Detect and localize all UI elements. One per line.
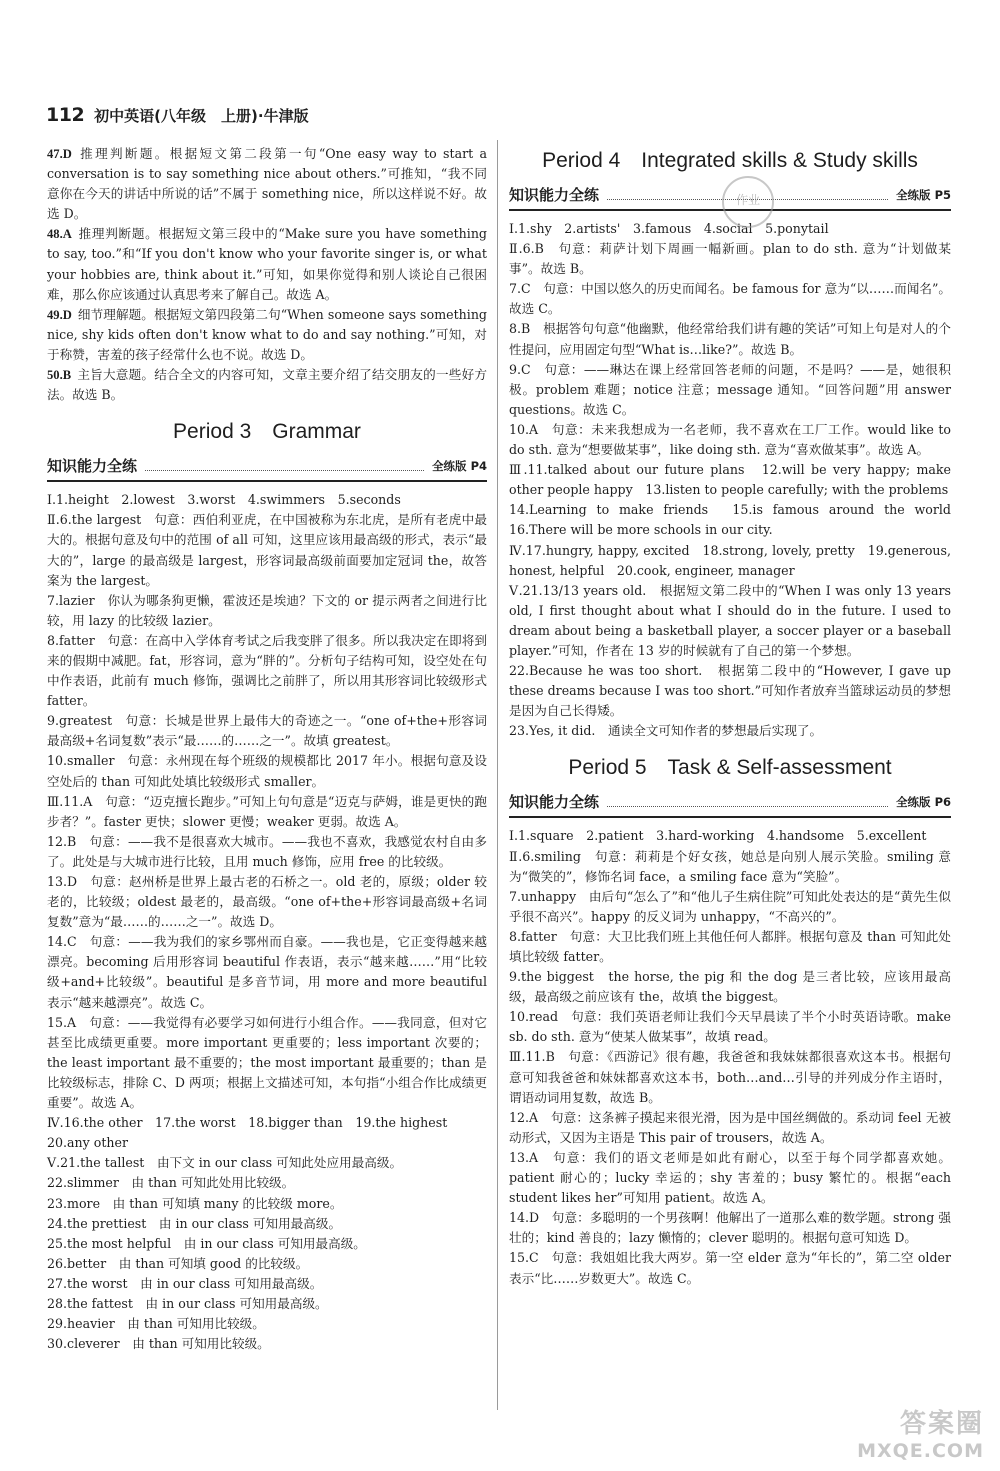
column-divider: [497, 140, 498, 1410]
section-reference: 全练版 P5: [896, 187, 951, 202]
item-number: 47.D: [47, 147, 72, 161]
answer-item: [47, 365, 487, 405]
section-reference: 全练版 P4: [432, 459, 487, 474]
period-5-answers: [509, 826, 956, 1288]
item-text: 推理判断题。根据短文第三段中的“Make sure you have something to say, too.”和“If you don't know who your favorite singer is, or what your hobbies are, think about it.”可知，如果你觉得和别人谈论自己很困难，那么你应该通过认真思考来了解自己。故选 A。: [47, 226, 487, 302]
answer-line: 30.cleverer 由 than 可知用比较级。: [47, 1336, 270, 1352]
answer-line: Ⅴ.21.13/13 years old. 根据短文第二段中的“When I was only 13 years old, I first thought about what I should do in the future. I used to dream about being a basketball player, a soccer player or a baseball player.”可知，作者在 13 岁的时候就有了自己的第一个梦想。: [509, 582, 956, 658]
answer-line: 10.A 句意：未来我想成为一名老师，我不喜欢在工厂工作。would like to do sth. 意为“想要做某事”，like doing sth. 意为“喜欢做某事”。故选 A。: [509, 421, 956, 458]
right-column: [509, 144, 964, 1289]
period-4-title: Period 4 Integrated skills & Study skills: [542, 149, 918, 172]
site-watermark: [814, 1403, 984, 1463]
answer-line: 24.the prettiest 由 in our class 可知用最高级。: [47, 1215, 342, 1231]
section-title: 知识能力全练: [509, 793, 600, 812]
dotted-leader: [607, 798, 888, 807]
answer-line: Ⅰ.1.shy 2.artists' 3.famous 4.social 5.ponytail: [509, 221, 829, 236]
answer-line: 23.Yes, it did. 通读全文可知作者的梦想最后实现了。: [509, 723, 823, 739]
answer-line: 23.more 由 than 可知填 many 的比较级 more。: [47, 1195, 343, 1211]
answer-item: [47, 305, 487, 365]
answer-line: Ⅳ.16.the other 17.the worst 18.bigger than 19.the highest: [47, 1115, 448, 1131]
answer-line: Ⅲ.11.B 句意：《西游记》很有趣，我爸爸和我妹妹都很喜欢这本书。根据句意可知我爸爸和妹妹都喜欢这本书，both…and…引导的并列成分作主语时，谓语动词用复数，故选 B。: [509, 1049, 951, 1105]
item-number: 49.D: [47, 307, 72, 322]
answer-line: 9.the biggest the horse, the pig 和 the dog 是三者比较，应该用最高级，最高级之前应该有 the，故填 the biggest。: [509, 969, 951, 1005]
answer-item: [47, 224, 487, 304]
answer-line: Ⅱ.6.smiling 句意：莉莉是个好女孩，她总是向别人展示笑脸。smiling 意为“微笑的”，修饰名词 face，a smiling face 意为“笑脸”。: [509, 848, 951, 884]
item-number: 50.B: [47, 368, 72, 383]
period-3-title: Period 3 Grammar: [173, 420, 361, 444]
answer-line: 22.slimmer 由 than 可知此处用比较级。: [47, 1175, 295, 1191]
left-column: [47, 144, 492, 1354]
answer-line: 14.Learning to make friends 15.is famous around the world 16.There will be more schools in our city.: [509, 502, 964, 538]
period-3-section-bar: [47, 455, 487, 482]
answer-line: Ⅲ.11.talked about our future plans 12.will be very happy; make other people happy 13.listen to people carefully; with the problems: [509, 462, 956, 498]
answer-line: 8.fatter 句意：在高中入学体育考试之后我变胖了很多。所以我决定在即将到来的假期中减肥。fat，形容词，意为“胖的”。分析句子结构可知，设空处在句中作表语，此前有 much 修饰，强调比之前胖了，所以用其形容词比较级形式 fatter。: [47, 632, 492, 709]
answer-line: 8.B 根据答句句意“他幽默，他经常给我们讲有趣的笑话”可知上句是对人的个性提问，应用固定句型“What is…like?”。故选 B。: [509, 321, 951, 357]
answer-line: 7.lazier 你认为哪条狗更懒，霍波还是埃迪？下文的 or 提示两者之间进行比较，用 lazy 的比较级 lazier。: [47, 592, 487, 628]
answer-line: 10.read 句意：我们英语老师让我们今天早晨读了半个小时英语诗歌。make sb. do sth. 意为“使某人做某事”，故填 read。: [509, 1009, 956, 1045]
section-title: 知识能力全练: [509, 185, 600, 204]
answer-line: 9.greatest 句意：长城是世界上最伟大的奇迹之一。“one of+the+形容词最高级+名词复数”表示“最……的……之一”。故填 greatest。: [47, 713, 487, 749]
answer-line: 15.A 句意：——我觉得有必要学习如何进行小组合作。——我同意，但对它甚至比成绩更重要。more important 更重要的；less important 次要的；the least important 最不重要的；the most important 最重要的；than 是比较级标志，排除 C、D 两项；根据上文描述可知，本句指“小组合作比成绩更重要”。故选 A。: [47, 1014, 487, 1111]
answer-line: Ⅴ.21.the tallest 由下文 in our class 可知此处应用最高级。: [47, 1155, 403, 1171]
page-number: 112: [46, 104, 85, 126]
period-5-title: Period 5 Task & Self-assessment: [568, 756, 892, 780]
item-text: 细节理解题。根据短文第四段第二句“When someone says something nice, shy kids often don't know what to do and say nothing.”可知，对于称赞，害羞的孩子经常什么也不说。故选 D。: [47, 306, 487, 362]
watermark-logo-text: 答案圈: [899, 1409, 984, 1439]
answer-line: Ⅱ.6.the largest 句意：西伯利亚虎，在中国被称为东北虎，是所有老虎中最大的。根据句意及句中的范围 of all 可知，这里应该用最高级的形式，表示“最大的”，large 的最高级是 largest，形容词最高级前面要加定冠词 the，故答案为 the largest。: [47, 512, 487, 588]
book-title: 初中英语(八年级 上册)·牛津版: [94, 107, 309, 125]
answer-line: 13.D 句意：赵州桥是世界上最古老的石桥之一。old 老的，原级；older 较老的，比较级；oldest 最老的，最高级。“one of+the+形容词最高级+名词复数”意为“最……的……之一”。故选 D。: [47, 874, 487, 930]
answer-line: 13.A 句意：我们的语文老师是如此有耐心，以至于每个同学都喜欢她。patient 耐心的；lucky 幸运的；shy 害羞的；busy 繁忙的。根据“each student likes her”可知用 patient。故选 A。: [509, 1149, 956, 1206]
answer-line: 22.Because he was too short. 根据第二段中的“However, I gave up these dreams because I was too short.”可知作者放弃当篮球运动员的梦想是因为自己长得矮。: [509, 663, 956, 719]
section-title: 知识能力全练: [47, 457, 138, 476]
item-number: 48.A: [47, 227, 72, 242]
answer-line: 14.C 句意：——我为我们的家乡鄂州而自豪。——我也是，它正变得越来越漂亮。becoming 后用形容词 beautiful 作表语，表示“越来越……”用“比较级+and+比较级”。beautiful 是多音节词，用 more and more beautiful 表示“越来越漂亮”。故选 C。: [47, 934, 492, 1010]
item-text: 推理判断题。根据短文第二段第一句“One easy way to start a conversation is to say something nice about others.”可推知，“我不同意你在今天的讲话中所说的话”不属于 something nice，所以这样说不好。故选 D。: [47, 146, 487, 222]
answer-line: 15.C 句意：我姐姐比我大两岁。第一空 elder 意为“年长的”，第二空 older 表示“比……岁数更大”。故选 C。: [509, 1250, 956, 1286]
answer-line: 7.unhappy 由后句“怎么了”和“他儿子生病住院”可知此处表达的是“黄先生似乎很不高兴”。happy 的反义词为 unhappy，“不高兴的”。: [509, 888, 951, 924]
answer-item: [47, 144, 487, 224]
answer-line: Ⅰ.1.height 2.lowest 3.worst 4.swimmers 5.seconds: [47, 492, 401, 508]
period-3-answers: [47, 490, 492, 1354]
answer-line: Ⅰ.1.square 2.patient 3.hard-working 4.handsome 5.excellent: [509, 828, 927, 844]
period-5-section-bar: [509, 791, 951, 818]
answer-line: 20.any other: [47, 1135, 128, 1151]
answer-line: 25.the most helpful 由 in our class 可知用最高级。: [47, 1235, 366, 1251]
answer-line: 14.D 句意：多聪明的一个男孩啊！他解出了一道那么难的数学题。strong 强壮的；kind 善良的；lazy 懒惰的；clever 聪明的。根据句意可知选 D。: [509, 1210, 951, 1246]
section-reference: 全练版 P6: [896, 795, 951, 810]
page-header: [46, 104, 309, 132]
answer-line: Ⅱ.6.B 句意：莉萨计划下周画一幅新画。plan to do sth. 意为“计划做某事”。故选 B。: [509, 241, 951, 277]
answer-line: 29.heavier 由 than 可知用比较级。: [47, 1316, 265, 1332]
period-4-answers: [509, 219, 964, 741]
answer-line: 8.fatter 句意：大卫比我们班上其他任何人都胖。根据句意及 than 可知此处填比较级 fatter。: [509, 928, 951, 964]
stamp: 作业: [722, 176, 774, 228]
answer-line: 12.B 句意：——我不是很喜欢大城市。——我也不喜欢，我感觉农村自由多了。此处是与大城市进行比较，且用 much 修饰，应用 free 的比较级。: [47, 833, 487, 869]
answer-line: 27.the worst 由 in our class 可知用最高级。: [47, 1275, 323, 1291]
answer-line: 26.better 由 than 可知填 good 的比较级。: [47, 1255, 309, 1271]
answer-line: 9.C 句意：——琳达在课上经常回答老师的问题，不是吗？——是，她很积极。problem 难题；notice 注意；message 通知。“回答问题”用 answer questions。故选 C。: [509, 361, 956, 417]
answer-line: 12.A 句意：这条裤子摸起来很光滑，因为是中国丝绸做的。系动词 feel 无被动形式，又因为主语是 This pair of trousers，故选 A。: [509, 1109, 951, 1145]
answer-line: 28.the fattest 由 in our class 可知用最高级。: [47, 1295, 328, 1311]
item-text: 主旨大意题。结合全文的内容可知，文章主要介绍了结交朋友的一些好方法。故选 B。: [47, 367, 487, 403]
answer-line: 10.smaller 句意：永州现在每个班级的规模都比 2017 年小。根据句意及设空处后的 than 可知此处填比较级形式 smaller。: [47, 753, 487, 789]
answer-line: Ⅲ.11.A 句意：“迈克擅长跑步。”可知上句句意是“迈克与萨姆，谁是更快的跑步者？”。faster 更快；slower 更慢；weaker 更弱。故选 A。: [47, 793, 487, 829]
watermark-url: MXQE.COM: [857, 1440, 984, 1462]
answer-line: 7.C 句意：中国以悠久的历史而闻名。be famous for 意为“以……而闻名”。故选 C。: [509, 281, 951, 317]
answer-line: Ⅳ.17.hungry, happy, excited 18.strong, lovely, pretty 19.generous, honest, helpful 20.cook, engineer, manager: [509, 542, 956, 578]
dotted-leader: [145, 462, 424, 471]
